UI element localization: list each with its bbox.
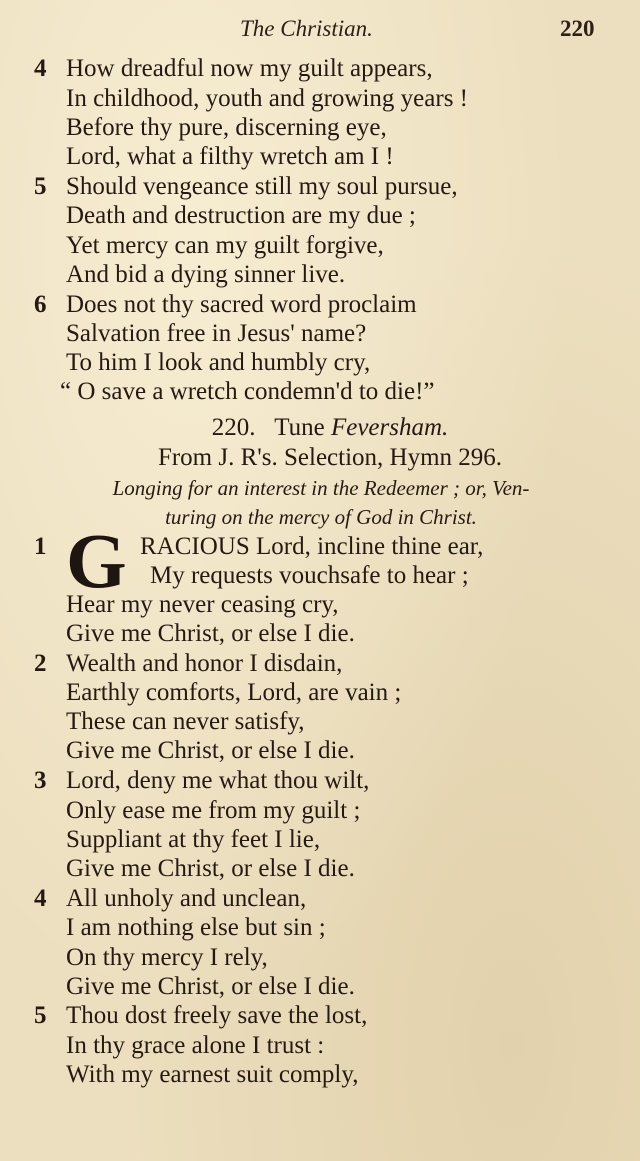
- verse-line: [0, 260, 640, 290]
- verse-text: RACIOUS Lord, incline thine ear,: [140, 533, 484, 560]
- running-title: The Christian.: [240, 16, 373, 41]
- verse-line: [0, 972, 640, 1002]
- verse-text: Only ease me from my guilt ;: [66, 797, 361, 824]
- verse-line: [0, 619, 640, 649]
- verse-number: 3: [34, 767, 47, 794]
- verse-line: [0, 590, 640, 620]
- verse-line: [0, 1031, 640, 1061]
- verse-number: 4: [34, 55, 47, 82]
- verse-text: I am nothing else but sin ;: [66, 914, 326, 941]
- verse-text: Death and destruction are my due ;: [66, 202, 416, 229]
- verse-text: “ O save a wretch condemn'd to die!”: [60, 378, 435, 405]
- verse-text: Does not thy sacred word proclaim: [66, 291, 417, 318]
- tune-name: Feversham.: [330, 414, 449, 441]
- verse-line: [0, 913, 640, 943]
- verse-text: Lord, deny me what thou wilt,: [66, 767, 370, 794]
- verse-line: [0, 736, 640, 766]
- verse-line: [0, 1001, 640, 1031]
- verse-line: [0, 54, 640, 84]
- verse-line: [0, 678, 640, 708]
- verse-line: [0, 113, 640, 143]
- verse-line: [0, 707, 640, 737]
- verse-text: Give me Christ, or else I die.: [66, 973, 355, 1000]
- verse-text: In childhood, youth and growing years !: [66, 85, 469, 112]
- verse-line: [0, 649, 640, 679]
- verse-text: These can never satisfy,: [66, 708, 305, 735]
- verse-line: [0, 1060, 640, 1090]
- verse-line: [0, 561, 640, 591]
- verse-line: [0, 84, 640, 114]
- verse-text: Before thy pure, discerning eye,: [66, 114, 387, 141]
- page-header: [0, 14, 640, 54]
- verse-number: 5: [34, 173, 47, 200]
- verse-text: Hear my never ceasing cry,: [66, 591, 339, 618]
- verse-number: 4: [34, 885, 47, 912]
- verse-line: [0, 290, 640, 320]
- verse-text: On thy mercy I rely,: [66, 944, 268, 971]
- verse-line: [0, 377, 640, 407]
- verse-text: With my earnest suit comply,: [66, 1061, 359, 1088]
- verse-text: Give me Christ, or else I die.: [66, 737, 355, 764]
- verse-line: [0, 825, 640, 855]
- hymn-source: From J. R's. Selection, Hymn 296.: [157, 444, 503, 471]
- verse-text: Thou dost freely save the lost,: [66, 1002, 368, 1029]
- verse-text: Earthly comforts, Lord, are vain ;: [66, 679, 402, 706]
- verse-line: [0, 766, 640, 796]
- verse-text: And bid a dying sinner live.: [66, 261, 346, 288]
- verse-text: Lord, what a filthy wretch am I !: [66, 143, 394, 170]
- hymn-heading: [0, 413, 640, 443]
- verse-text: To him I look and humbly cry,: [66, 349, 371, 376]
- verse-line: [0, 231, 640, 261]
- verse-text: Wealth and honor I disdain,: [66, 650, 343, 677]
- verse-text: Yet mercy can my guilt forgive,: [66, 232, 384, 259]
- verse-line: [0, 348, 640, 378]
- verse-text: All unholy and unclean,: [66, 885, 307, 912]
- verse-text: In thy grace alone I trust :: [66, 1032, 325, 1059]
- verse-number: 2: [34, 650, 47, 677]
- verse-text: My requests vouchsafe to hear ;: [150, 562, 469, 589]
- hymn-subject-line: Longing for an interest in the Redeemer ; or, Ven-: [112, 476, 530, 500]
- verse-line: [0, 319, 640, 349]
- verse-line: [0, 943, 640, 973]
- verse-text: Should vengeance still my soul pursue,: [66, 173, 458, 200]
- tune-label: Tune: [274, 414, 325, 441]
- verse-number: 5: [34, 1002, 47, 1029]
- verse-line: [0, 796, 640, 826]
- hymn-number: 220.: [211, 414, 256, 441]
- verse-text: Give me Christ, or else I die.: [66, 620, 355, 647]
- verse-number: 6: [34, 291, 47, 318]
- verse-line: [0, 532, 640, 562]
- drop-cap-initial: G: [66, 517, 127, 604]
- verse-text: Suppliant at thy feet I lie,: [66, 826, 321, 853]
- verse-line: [0, 854, 640, 884]
- verse-text: Salvation free in Jesus' name?: [66, 320, 367, 347]
- verse-line: [0, 884, 640, 914]
- verse-line: [0, 172, 640, 202]
- verse-number: 1: [34, 533, 47, 560]
- verse-text: Give me Christ, or else I die.: [66, 855, 355, 882]
- verse-text: How dreadful now my guilt appears,: [66, 55, 433, 82]
- page-number: 220: [560, 16, 595, 41]
- hymn-subject-line: turing on the mercy of God in Christ.: [165, 505, 477, 529]
- verse-line: [0, 201, 640, 231]
- verse-line: [0, 142, 640, 172]
